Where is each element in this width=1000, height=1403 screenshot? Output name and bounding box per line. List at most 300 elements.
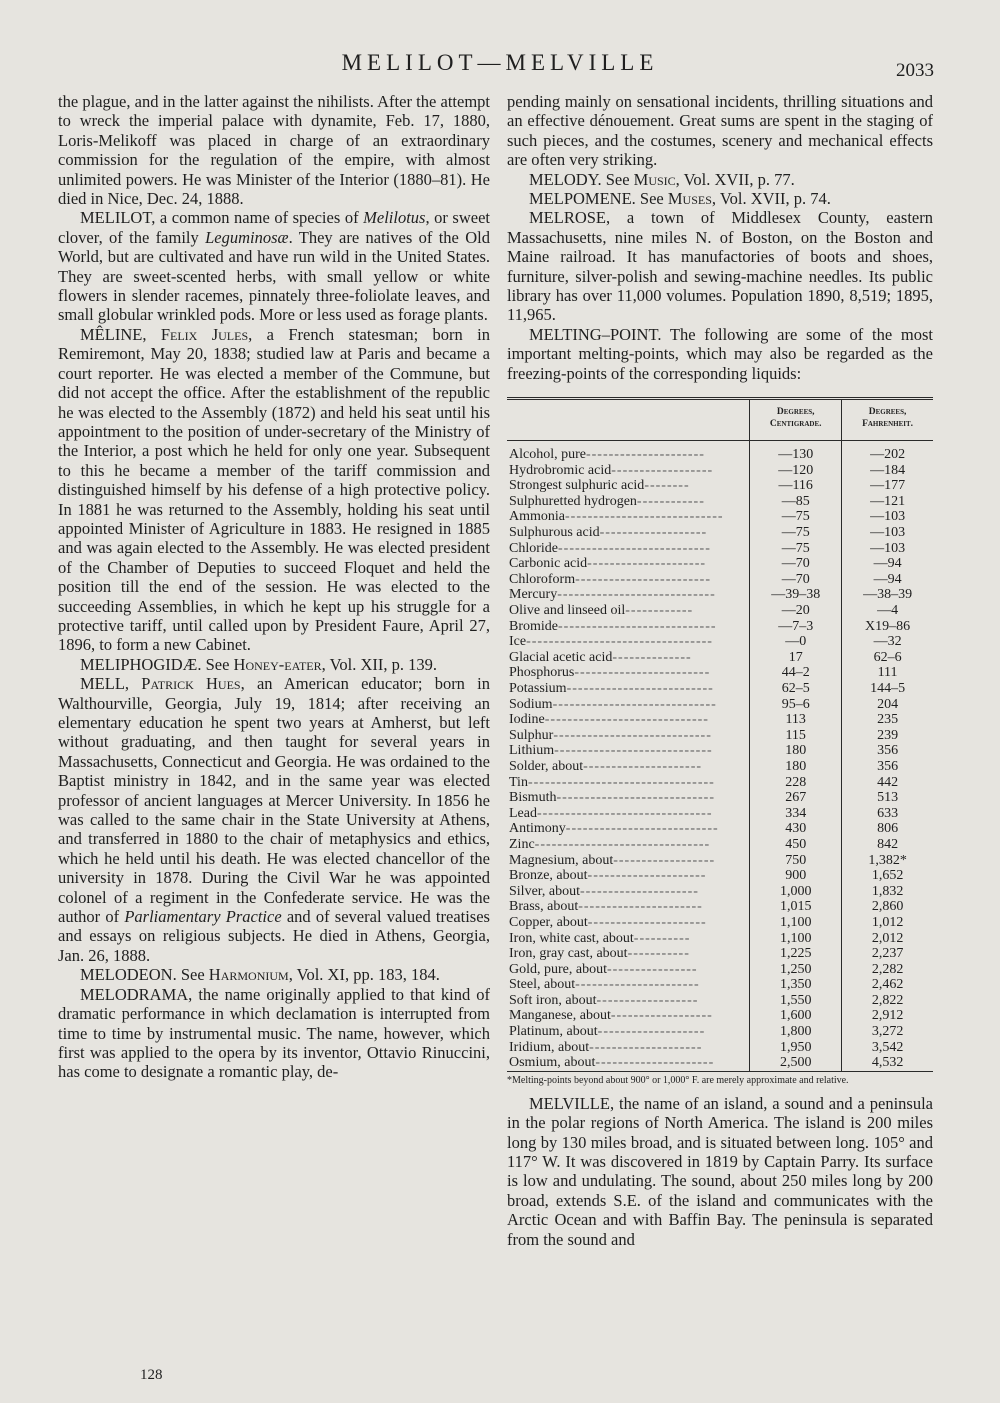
- entry-melilot: [58, 208, 490, 324]
- centigrade-cell: 1,950: [750, 1040, 842, 1056]
- substance-name: Zinc: [509, 836, 535, 852]
- centigrade-cell: —130: [750, 441, 842, 463]
- table-header-row: [507, 399, 933, 441]
- fahrenheit-cell: —103: [842, 541, 933, 557]
- leader-dots: -----------------------------: [544, 712, 709, 728]
- substance-name: Potassium: [509, 681, 567, 696]
- fahrenheit-cell: —103: [842, 509, 933, 525]
- entry-head: MELVILLE: [529, 1093, 610, 1113]
- substance-name: Sulphurous acid: [509, 525, 600, 541]
- left-column: [58, 92, 490, 1082]
- leader-dots: ----------: [633, 930, 691, 946]
- table-row: [507, 697, 933, 713]
- table-row: [507, 1024, 933, 1040]
- leader-dots: -------------------: [599, 525, 708, 541]
- entry-head: MELIPHOGIDÆ: [80, 654, 198, 674]
- table-row: [507, 884, 933, 900]
- substance-cell: [507, 1040, 750, 1056]
- fahrenheit-cell: X19–86: [842, 619, 933, 635]
- substance-cell: [507, 572, 750, 588]
- centigrade-cell: —7–3: [750, 619, 842, 635]
- leader-dots: -------------------------------: [536, 805, 713, 821]
- table-body: [507, 441, 933, 1072]
- fahrenheit-cell: 4,532: [842, 1055, 933, 1071]
- substance-name: Ammonia: [509, 509, 565, 525]
- entry-head: MÊLINE: [80, 324, 143, 344]
- substance-cell: [507, 712, 750, 728]
- substance-cell: [507, 541, 750, 557]
- substance-name: Brass, about: [509, 899, 579, 915]
- table-row: [507, 478, 933, 494]
- person-name: Patrick Hues: [141, 674, 241, 694]
- entry-head: MELL: [80, 674, 125, 694]
- leader-dots: ---------------------: [587, 868, 707, 884]
- fahrenheit-cell: —177: [842, 478, 933, 494]
- entry-mell: MELL, Patrick Hues, an American educator; born in Walthourville, Georgia, July 19, 1814; after receiving an elementary education he spent two years at Amherst, but left without graduating, and then taught for several years in Massachusetts, Connecticut and Georgia. He was ordained to the Baptist ministry in 1842, and in the same year was elected professor of ancient languages at Mercer University. In 1856 he was called to the same chair in the State University at Athens, and transferred in 1880 to the chair of metaphysics and ethics, which he held until his death. He was elected chancellor of the university in 1878. During the Civil War he was appointed colonel of a regiment in the Confederate service. He was the author of Parliamentary Practice and of several valued treatises and essays on religious subjects. He died in Athens, Georgia, Jan. 26, 1888.: [58, 674, 490, 965]
- centigrade-cell: 17: [750, 650, 842, 666]
- table-row: [507, 853, 933, 869]
- fahrenheit-cell: —4: [842, 603, 933, 619]
- substance-name: Bromide: [509, 618, 558, 634]
- italic-term: Melilotus: [363, 208, 426, 228]
- continued-paragraph: pending mainly on sensational incidents, thrilling situations and an effective dénouement. Great sums are spent in the staging of such pieces, and the costumes, scenery and mechanical effects are often very striking.: [507, 92, 933, 170]
- fahrenheit-cell: —38–39: [842, 587, 933, 603]
- substance-cell: [507, 494, 750, 510]
- fahrenheit-cell: —103: [842, 525, 933, 541]
- header-line: Degrees,: [776, 407, 815, 418]
- substance-cell: [507, 556, 750, 572]
- leader-dots: ----------------------------: [558, 618, 717, 634]
- substance-name: Iodine: [509, 712, 545, 728]
- fahrenheit-cell: 111: [842, 665, 933, 681]
- leader-dots: ------------------------: [574, 665, 711, 681]
- fahrenheit-cell: 62–6: [842, 650, 933, 666]
- substance-name: Chloride: [509, 540, 558, 556]
- entry-text: . They are natives of the Old World, but are cultivated and have run wild in the United States. They are sweet-scented herbs, with small yellow or white flowers in slender racemes, pinnately three-foliolate leaves, and small globular wrinkled pods. More or less used as forage plants.: [58, 227, 490, 325]
- substance-cell: [507, 962, 750, 978]
- substance-name: Magnesium, about: [509, 852, 614, 868]
- entry-text: , a common name of species of: [151, 208, 364, 228]
- centigrade-cell: —85: [750, 494, 842, 510]
- fahrenheit-cell: 235: [842, 712, 933, 728]
- substance-cell: [507, 728, 750, 744]
- substance-cell: [507, 993, 750, 1009]
- table-row: [507, 993, 933, 1009]
- entry-head: MELODY: [529, 169, 598, 189]
- cross-reference: Music: [633, 169, 676, 189]
- centigrade-cell: —39–38: [750, 587, 842, 603]
- entry-melodrama: [58, 985, 490, 1082]
- substance-cell: [507, 790, 750, 806]
- leader-dots: -------------------------------: [534, 836, 711, 852]
- substance-name: Sulphur: [509, 727, 554, 743]
- leader-dots: ---------------------: [583, 758, 703, 774]
- centigrade-cell: 1,100: [750, 931, 842, 947]
- table-row: [507, 463, 933, 479]
- centigrade-cell: 1,800: [750, 1024, 842, 1040]
- table-row: [507, 665, 933, 681]
- table-row: [507, 806, 933, 822]
- substance-cell: [507, 603, 750, 619]
- table-row: [507, 509, 933, 525]
- table-row: [507, 556, 933, 572]
- entry-text: , the name originally applied to that kind of dramatic performance in which declamation is interrupted from time to time by instrumental music. The name, however, which first was applied to the opera by its inventor, Ottavio Rinuccini, has come to designate a romantic play, de-: [58, 984, 490, 1082]
- fahrenheit-cell: —94: [842, 572, 933, 588]
- substance-name: Strongest sulphuric acid: [509, 478, 645, 494]
- centigrade-cell: 115: [750, 728, 842, 744]
- substance-name: Alcohol, pure: [509, 447, 586, 463]
- entry-text: , an American educator; born in Walthourville, Georgia, July 19, 1814; after receiving an elementary education he spent two years at Amherst, but left without graduating, and then taught for several years in Massachusetts, Connecticut and Georgia. He was ordained to the Baptist ministry in 1842, and in the same year was elected professor of ancient languages at Mercer University. In 1856 he was called to the same chair in the State University at Athens, and transferred in 1880 to the chair of metaphysics and ethics, which he held until his death. He was elected chancellor of the university in 1878. During the Civil War he was appointed colonel of a regiment in the Confederate service. He was the author of: [58, 674, 490, 927]
- table-row: [507, 946, 933, 962]
- entry-text: , Vol. XVII, p. 77.: [675, 169, 795, 189]
- table-row: [507, 915, 933, 931]
- substance-name: Ice: [509, 634, 527, 650]
- entry-text: and of several valued treatises and essays on religious subjects. He died in Athens, Georgia, Jan. 26, 1888.: [58, 907, 490, 965]
- substance-cell: [507, 697, 750, 713]
- centigrade-cell: 1,000: [750, 884, 842, 900]
- centigrade-cell: 228: [750, 775, 842, 791]
- table-row: [507, 962, 933, 978]
- leader-dots: ----------------------------: [556, 790, 716, 806]
- fahrenheit-cell: 2,822: [842, 993, 933, 1009]
- fahrenheit-cell: 144–5: [842, 681, 933, 697]
- centigrade-cell: 750: [750, 853, 842, 869]
- leader-dots: ----------------------: [578, 899, 703, 915]
- right-column: [507, 92, 933, 1249]
- fahrenheit-cell: —94: [842, 556, 933, 572]
- centigrade-cell: —75: [750, 525, 842, 541]
- fahrenheit-cell: 1,012: [842, 915, 933, 931]
- centigrade-cell: 430: [750, 821, 842, 837]
- centigrade-cell: 1,350: [750, 977, 842, 993]
- leader-dots: --------------------: [589, 1039, 703, 1055]
- substance-name: Iridium, about: [509, 1039, 590, 1055]
- substance-cell: [507, 525, 750, 541]
- fahrenheit-cell: 806: [842, 821, 933, 837]
- table-row: [507, 541, 933, 557]
- fahrenheit-cell: —184: [842, 463, 933, 479]
- centigrade-cell: 95–6: [750, 697, 842, 713]
- substance-cell: [507, 915, 750, 931]
- substance-cell: [507, 650, 750, 666]
- substance-name: Chloroform: [509, 571, 576, 587]
- table-row: [507, 441, 933, 463]
- substance-cell: [507, 681, 750, 697]
- table-footnote: *Melting-points beyond about 900° or 1,000° F. are merely approximate and relative.: [507, 1074, 849, 1086]
- fahrenheit-cell: 2,012: [842, 931, 933, 947]
- centigrade-cell: 180: [750, 759, 842, 775]
- fahrenheit-cell: 633: [842, 806, 933, 822]
- leader-dots: ---------------------: [585, 447, 705, 463]
- entry-text: . See: [197, 654, 234, 674]
- leader-dots: ---------------------------: [565, 821, 719, 837]
- substance-name: Bronze, about: [509, 868, 588, 884]
- entry-text: , Vol. XII, p. 139.: [321, 654, 437, 674]
- substance-cell: [507, 868, 750, 884]
- substance-cell: [507, 806, 750, 822]
- entry-text: . See: [597, 169, 634, 189]
- cross-reference: Honey-eater: [233, 654, 322, 674]
- centigrade-cell: —70: [750, 572, 842, 588]
- substance-header: [507, 399, 750, 441]
- table-row: [507, 775, 933, 791]
- table-row: [507, 603, 933, 619]
- substance-name: Lead: [509, 805, 537, 821]
- substance-name: Copper, about: [509, 914, 588, 930]
- leader-dots: ------------------------: [575, 571, 711, 587]
- table-row: [507, 494, 933, 510]
- entry-melody: [507, 170, 933, 189]
- substance-cell: [507, 1008, 750, 1024]
- fahrenheit-cell: 442: [842, 775, 933, 791]
- substance-name: Tin: [509, 774, 528, 790]
- table-row: [507, 650, 933, 666]
- centigrade-cell: 44–2: [750, 665, 842, 681]
- table-row: [507, 759, 933, 775]
- centigrade-cell: 2,500: [750, 1055, 842, 1071]
- substance-cell: [507, 899, 750, 915]
- fahrenheit-cell: 842: [842, 837, 933, 853]
- entry-melodeon: [58, 965, 490, 984]
- fahrenheit-cell: 3,542: [842, 1040, 933, 1056]
- leader-dots: ---------------------: [587, 556, 707, 572]
- table-row: [507, 681, 933, 697]
- fahrenheit-cell: 513: [842, 790, 933, 806]
- leader-dots: ------------------: [611, 462, 714, 478]
- centigrade-cell: 1,225: [750, 946, 842, 962]
- leader-dots: --------------------------: [566, 681, 714, 696]
- substance-name: Steel, about: [509, 977, 576, 993]
- leader-dots: ----------------------------: [565, 509, 724, 525]
- header-line: Centigrade.: [769, 419, 822, 430]
- substance-cell: [507, 837, 750, 853]
- substance-name: Iron, gray cast, about: [509, 946, 628, 962]
- entry-melpomene: [507, 189, 933, 208]
- substance-cell: [507, 1024, 750, 1040]
- entry-head: MELODEON: [80, 965, 173, 985]
- substance-cell: [507, 884, 750, 900]
- entry-meliphogidae: [58, 655, 490, 674]
- leader-dots: ------------------: [610, 1008, 713, 1024]
- centigrade-cell: 62–5: [750, 681, 842, 697]
- table-row: [507, 1008, 933, 1024]
- centigrade-cell: 1,550: [750, 993, 842, 1009]
- fahrenheit-cell: 2,860: [842, 899, 933, 915]
- table-row: [507, 790, 933, 806]
- entry-melting-point: [507, 325, 933, 383]
- fahrenheit-header: [842, 399, 933, 441]
- table-row: [507, 634, 933, 650]
- centigrade-cell: 334: [750, 806, 842, 822]
- substance-name: Soft iron, about: [509, 992, 597, 1008]
- person-name: Felix Jules: [160, 324, 249, 344]
- table-row: [507, 977, 933, 993]
- italic-title: Parliamentary Practice: [124, 907, 282, 927]
- leader-dots: -------------------: [597, 1024, 706, 1040]
- substance-cell: [507, 853, 750, 869]
- melting-point-table: [507, 397, 933, 1072]
- fahrenheit-cell: —202: [842, 441, 933, 463]
- fahrenheit-cell: —32: [842, 634, 933, 650]
- leader-dots: --------: [644, 478, 690, 494]
- entry-text: , a French statesman; born in Remiremont, May 20, 1838; studied law at Paris and became a court reporter. He was elected a member of the Commune, but did not accept the office. After the establishment of the republic he was elected to the Assembly (1872) and held his seat until his appointment to the position of under-secretary of the Ministry of the Interior, a post which he held for only one year. Subsequent to this he became a member of the tariff commission and distinguished himself by his defense of a high protective policy. In 1881 he was returned to the Assembly, holding his seat until appointed Minister of Agriculture in 1883. He resigned in 1885 and was again elected to the Assembly. He was elected president of the Chamber of Deputies to succeed Floquet and held the position till the end of the session. He was elected to the succeeding Assemblies, in which he kept up his struggle for a protective tariff, until called upon by President Faure, April 27, 1896, to form a new Cabinet.: [58, 324, 490, 655]
- table-row: [507, 837, 933, 853]
- fahrenheit-cell: 1,832: [842, 884, 933, 900]
- substance-cell: [507, 509, 750, 525]
- substance-name: Solder, about: [509, 758, 584, 774]
- entry-meline: MÊLINE, Felix Jules, a French statesman; born in Remiremont, May 20, 1838; studied law at Paris and became a court reporter. He was elected a member of the Commune, but did not accept the office. After the establishment of the republic he was elected to the Assembly (1872) and held his seat until his appointment to the position of under-secretary of the Ministry of the Interior, a post which he held for only one year. Subsequent to this he became a member of the tariff commission and distinguished himself by his defense of a high protective policy. In 1881 he was returned to the Assembly, holding his seat until appointed Minister of Agriculture in 1883. He resigned in 1885 and was again elected to the Assembly. He was elected president of the Chamber of Deputies to succeed Floquet and held the position till the end of the session. He was elected to the succeeding Assemblies, in which he kept up his struggle for a protective tariff, until called upon by President Faure, April 27, 1896, to form a new Cabinet.: [58, 324, 490, 655]
- fahrenheit-cell: 2,912: [842, 1008, 933, 1024]
- substance-cell: [507, 743, 750, 759]
- entry-text: , a town of Middlesex County, eastern Massachusetts, nine miles N. of Boston, on the Boston and Maine railroad. It has manufactories of boots and shoes, furniture, silver-polish and sewing-machine needles. Its public library has over 11,000 volumes. Population 1890, 8,519; 1895, 11,965.: [507, 208, 933, 325]
- substance-name: Manganese, about: [509, 1008, 611, 1024]
- table-row: [507, 821, 933, 837]
- entry-text: , or sweet clover, of the family: [58, 208, 490, 247]
- leader-dots: ------------------: [596, 992, 699, 1008]
- centigrade-cell: 113: [750, 712, 842, 728]
- substance-name: Hydrobromic acid: [509, 462, 612, 478]
- substance-name: Gold, pure, about: [509, 961, 607, 977]
- leader-dots: ---------------------: [587, 914, 707, 930]
- centigrade-cell: —20: [750, 603, 842, 619]
- leader-dots: ----------------------------: [553, 727, 712, 743]
- substance-cell: [507, 946, 750, 962]
- leader-dots: -----------------------------: [552, 696, 717, 712]
- leader-dots: ------------: [625, 603, 694, 619]
- table-row: [507, 1055, 933, 1071]
- substance-cell: [507, 759, 750, 775]
- substance-name: Lithium: [509, 743, 555, 759]
- entry-head: MELODRAMA: [80, 984, 189, 1004]
- substance-cell: [507, 665, 750, 681]
- substance-cell: [507, 478, 750, 494]
- entry-head: MELROSE: [529, 208, 607, 228]
- fahrenheit-cell: 356: [842, 759, 933, 775]
- leader-dots: -----------: [627, 946, 690, 962]
- fahrenheit-cell: 356: [842, 743, 933, 759]
- substance-name: Sulphuretted hydrogen: [509, 493, 637, 509]
- centigrade-cell: —116: [750, 478, 842, 494]
- header-line: Degrees,: [868, 407, 907, 418]
- table-row: [507, 525, 933, 541]
- leader-dots: ----------------------: [575, 977, 700, 993]
- substance-name: Iron, white cast, about: [509, 930, 634, 946]
- leader-dots: ----------------------------: [557, 587, 716, 603]
- italic-term: Leguminosæ: [205, 227, 289, 247]
- substance-cell: [507, 977, 750, 993]
- header-line: Fahrenheit.: [862, 419, 914, 430]
- substance-name: Silver, about: [509, 883, 580, 899]
- substance-name: Platinum, about: [509, 1024, 598, 1040]
- table-row: [507, 587, 933, 603]
- table-row: [507, 572, 933, 588]
- substance-cell: [507, 775, 750, 791]
- table-row: [507, 868, 933, 884]
- continued-paragraph: the plague, and in the latter against the nihilists. After the attempt to wreck the imperial palace with dynamite, Feb. 17, 1880, Loris-Melikoff was placed in charge of an extraordinary commission for the regulation of the empire, with almost unlimited powers. He was Minister of the Interior (1880–81). He died in Nice, Dec. 24, 1888.: [58, 92, 490, 209]
- table-row: [507, 712, 933, 728]
- substance-name: Osmium, about: [509, 1055, 596, 1071]
- centigrade-cell: —75: [750, 509, 842, 525]
- entry-text: . See: [172, 965, 209, 985]
- running-head: MELILOT—MELVILLE: [341, 50, 659, 75]
- signature-mark: 128: [140, 1367, 163, 1383]
- table-row: [507, 1040, 933, 1056]
- fahrenheit-cell: 2,462: [842, 977, 933, 993]
- fahrenheit-cell: 204: [842, 697, 933, 713]
- substance-cell: [507, 587, 750, 603]
- fahrenheit-cell: —121: [842, 494, 933, 510]
- cross-reference: Harmonium: [208, 965, 289, 985]
- centigrade-cell: 900: [750, 868, 842, 884]
- substance-name: Mercury: [509, 587, 558, 603]
- centigrade-header: [750, 399, 842, 441]
- centigrade-cell: 267: [750, 790, 842, 806]
- leader-dots: ---------------------------------: [527, 774, 715, 790]
- centigrade-cell: —75: [750, 541, 842, 557]
- table-row: [507, 619, 933, 635]
- leader-dots: ---------------------: [579, 883, 699, 899]
- substance-cell: [507, 619, 750, 635]
- centigrade-cell: 1,100: [750, 915, 842, 931]
- substance-name: Antimony: [509, 821, 566, 837]
- substance-cell: [507, 463, 750, 479]
- substance-cell: [507, 821, 750, 837]
- table-row: [507, 728, 933, 744]
- entry-melrose: [507, 208, 933, 324]
- leader-dots: ---------------------------: [558, 540, 711, 556]
- entry-head: MELTING–POINT: [529, 324, 658, 344]
- cross-reference: Muses: [667, 189, 712, 209]
- entry-text: . See: [631, 189, 668, 209]
- centigrade-cell: —70: [750, 556, 842, 572]
- substance-cell: [507, 1055, 750, 1071]
- centigrade-cell: 450: [750, 837, 842, 853]
- entry-text: . The following are some of the most important melting-points, which may also be regarded as the freezing-points of the corresponding liquids:: [507, 324, 933, 383]
- leader-dots: ----------------: [606, 961, 698, 977]
- entry-text: , the name of an island, a sound and a peninsula in the polar regions of North America. The island is 200 miles long by 130 miles broad, and is situated between long. 105° and 117° W. It was discovered in 1819 by Captain Parry. Its surface is low and undulating. The sound, about 250 miles long by 200 broad, extends S.E. of the island and communicates with the Arctic Ocean and with Baffin Bay. The peninsula is separated from the sound and: [507, 1093, 933, 1249]
- substance-cell: [507, 441, 750, 463]
- centigrade-cell: —0: [750, 634, 842, 650]
- substance-name: Sodium: [509, 696, 553, 712]
- leader-dots: ------------------: [613, 852, 716, 868]
- substance-name: Olive and linseed oil: [509, 603, 626, 619]
- entry-melville: [507, 1094, 933, 1249]
- entry-text: , Vol. XI, pp. 183, 184.: [288, 965, 440, 985]
- table-row: [507, 899, 933, 915]
- centigrade-cell: 1,600: [750, 1008, 842, 1024]
- fahrenheit-cell: 3,272: [842, 1024, 933, 1040]
- substance-name: Phosphorus: [509, 665, 575, 681]
- centigrade-cell: —120: [750, 463, 842, 479]
- substance-cell: [507, 931, 750, 947]
- fahrenheit-cell: 239: [842, 728, 933, 744]
- fahrenheit-cell: 1,382*: [842, 853, 933, 869]
- centigrade-cell: 1,250: [750, 962, 842, 978]
- table-row: [507, 931, 933, 947]
- table-row: [507, 743, 933, 759]
- leader-dots: ---------------------------------: [526, 634, 713, 650]
- substance-name: Carbonic acid: [509, 556, 588, 572]
- leader-dots: --------------: [612, 649, 692, 665]
- entry-head: MELILOT: [80, 208, 152, 228]
- substance-name: Bismuth: [509, 790, 557, 806]
- leader-dots: ----------------------------: [554, 743, 713, 759]
- fahrenheit-cell: 2,282: [842, 962, 933, 978]
- fahrenheit-cell: 2,237: [842, 946, 933, 962]
- centigrade-cell: 1,015: [750, 899, 842, 915]
- substance-name: Glacial acetic acid: [509, 649, 613, 665]
- centigrade-cell: 180: [750, 743, 842, 759]
